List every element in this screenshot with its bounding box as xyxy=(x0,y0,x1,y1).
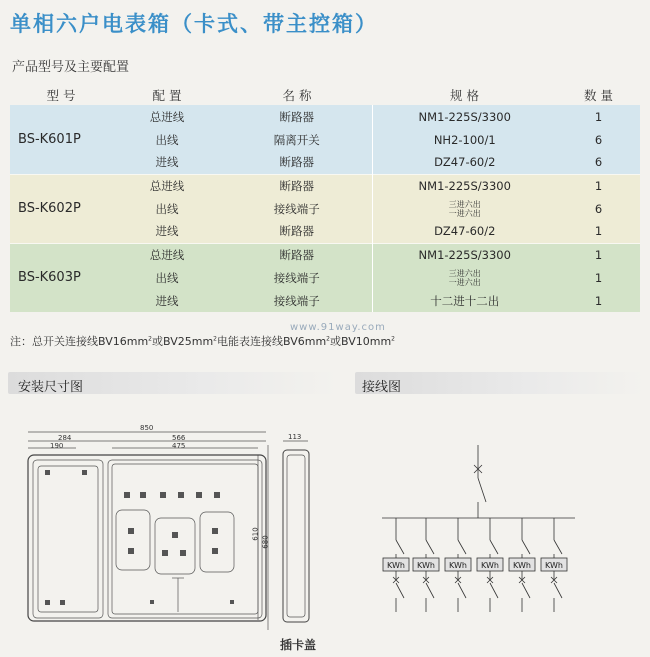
qty-cell: 1 xyxy=(557,266,640,289)
config-cell: 进线 xyxy=(112,289,222,312)
dim-566: 566 xyxy=(172,434,186,442)
config-cell: 进线 xyxy=(112,151,222,174)
kwh-meter-label: KWh xyxy=(545,561,563,570)
model-cell: BS-K601P xyxy=(10,105,112,174)
wiring-branch xyxy=(413,518,439,612)
dim-total-width: 850 xyxy=(140,424,154,432)
name-cell: 断路器 xyxy=(222,220,372,243)
config-cell: 进线 xyxy=(112,220,222,243)
model-cell: BS-K603P xyxy=(10,243,112,312)
spec-line: 一进六出 xyxy=(448,277,481,287)
kwh-meter-label: KWh xyxy=(417,561,435,570)
qty-cell: 6 xyxy=(557,197,640,220)
drawing-caption: 插卡盖 xyxy=(280,638,317,652)
wiring-diagram xyxy=(370,440,610,620)
note-sup: 2 xyxy=(391,335,395,343)
note-part3: 电能表连接线BV6mm xyxy=(217,335,327,348)
note-sup: 2 xyxy=(213,335,217,343)
header-model: 型 号 xyxy=(10,85,112,105)
note-part4: 或BV10mm xyxy=(330,335,392,348)
dim-680: 680 xyxy=(261,535,270,549)
qty-cell: 6 xyxy=(557,151,640,174)
watermark: www.91way.com xyxy=(290,322,386,333)
kwh-meter-label: KWh xyxy=(481,561,499,570)
spec-cell: NH2-100/1 xyxy=(372,128,557,151)
spec-cell: NM1-225S/3300 xyxy=(372,243,557,266)
kwh-meter-label: KWh xyxy=(513,561,531,570)
spec-cell: 十二进十二出 xyxy=(372,289,557,312)
wiring-branch xyxy=(509,518,535,612)
header-name: 名 称 xyxy=(222,85,372,105)
spec-line: 三进六出 xyxy=(448,268,481,278)
wiring-section-title: 接线图 xyxy=(362,380,402,395)
header-qty: 数 量 xyxy=(557,85,640,105)
model-cell: BS-K602P xyxy=(10,174,112,243)
note-sup: 2 xyxy=(326,335,330,343)
qty-cell: 1 xyxy=(557,220,640,243)
name-cell: 隔离开关 xyxy=(222,128,372,151)
qty-cell: 1 xyxy=(557,289,640,312)
note-prefix: 注：总开关连接线BV16mm xyxy=(10,335,149,348)
note-sup: 2 xyxy=(148,335,152,343)
header-spec: 规 格 xyxy=(372,85,557,105)
name-cell: 断路器 xyxy=(222,243,372,266)
name-cell: 接线端子 xyxy=(222,197,372,220)
section-subtitle: 产品型号及主要配置 xyxy=(12,60,130,75)
name-cell: 断路器 xyxy=(222,174,372,197)
wiring-branch xyxy=(383,518,409,612)
qty-cell: 1 xyxy=(557,105,640,128)
note-part2: 或BV25mm xyxy=(152,335,214,348)
config-cell: 总进线 xyxy=(112,243,222,266)
wiring-branch xyxy=(445,518,471,612)
qty-cell: 1 xyxy=(557,243,640,266)
config-cell: 总进线 xyxy=(112,174,222,197)
kwh-meter-label: KWh xyxy=(387,561,405,570)
dim-190: 190 xyxy=(50,442,64,450)
dim-610: 610 xyxy=(251,527,260,541)
wiring-branch xyxy=(541,518,567,612)
config-cell: 出线 xyxy=(112,266,222,289)
spec-cell: DZ47-60/2 xyxy=(372,220,557,243)
dim-284: 284 xyxy=(58,434,72,442)
install-section-title: 安装尺寸图 xyxy=(18,380,84,395)
name-cell: 断路器 xyxy=(222,105,372,128)
spec-line: 三进六出 xyxy=(448,199,481,209)
spec-cell: NM1-225S/3300 xyxy=(372,105,557,128)
kwh-meter-label: KWh xyxy=(449,561,467,570)
page-title: 单相六户电表箱（卡式、带主控箱） xyxy=(10,12,378,36)
config-cell: 出线 xyxy=(112,197,222,220)
config-cell: 总进线 xyxy=(112,105,222,128)
wiring-branch xyxy=(477,518,503,612)
qty-cell: 1 xyxy=(557,174,640,197)
name-cell: 接线端子 xyxy=(222,289,372,312)
header-config: 配 置 xyxy=(112,85,222,105)
spec-cell: DZ47-60/2 xyxy=(372,151,557,174)
name-cell: 断路器 xyxy=(222,151,372,174)
dim-475: 475 xyxy=(172,442,186,450)
dim-113: 113 xyxy=(288,433,302,441)
name-cell: 接线端子 xyxy=(222,266,372,289)
config-cell: 出线 xyxy=(112,128,222,151)
spec-cell: NM1-225S/3300 xyxy=(372,174,557,197)
spec-line: 一进六出 xyxy=(448,208,481,218)
qty-cell: 6 xyxy=(557,128,640,151)
